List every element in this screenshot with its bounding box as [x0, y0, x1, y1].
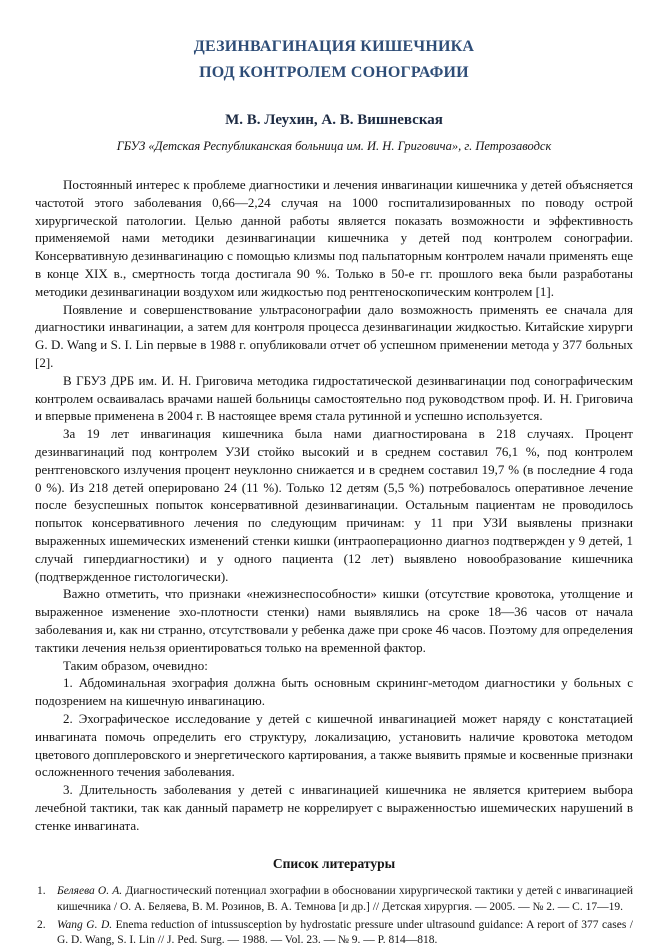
body-paragraph-ultrasound-history: Появление и совершенствование ультрасонографии дало возможность применять ее сначала для диагностики инвагинации, а затем для контроля процесса дезинвагинации жидкостью. Китайские хирурги G. D. Wang и S. I. Lin первые в 1988 г. опубликовали отчет об успешном применении метода у 377 больных [2].	[35, 301, 633, 370]
reference-number: 2.	[37, 918, 46, 931]
reference-text: Диагностический потенциал эхографии в обосновании хирургической тактики у детей с инвагинацией кишечника / О. А. Беляева, В. М. Розинов, В. А. Темнова [и др.] // Детская хирургия. — 2005. — № 2. — С. 17—19.	[57, 885, 633, 914]
body-paragraph-conclusion-3: 3. Длительность заболевания у детей с инвагинацией кишечника не является критерием выбора лечебной тактики, так как данный параметр не коррелирует с выраженностью ишемических нарушений в стенке инвагината.	[35, 782, 633, 833]
reference-text: Enema reduction of intussusception by hydrostatic pressure under ultrasound guidance: A report of 377 cases / G. D. Wang, S. I. Lin // J. Ped. Surg. — 1988. — Vol. 23. — № 9. — P. 814—818.	[57, 918, 633, 947]
references-heading: Список литературы	[272, 856, 396, 872]
body-paragraph-conclusion-1: 1. Абдоминальная эхография должна быть основным скрининг-методом диагностики у больных с подозрением на кишечную инвагинацию.	[35, 675, 633, 709]
reference-lead-author: Беляева О. А.	[57, 885, 123, 898]
body-paragraph-statistics: За 19 лет инвагинация кишечника была нами диагностирована в 218 случаях. Процент дезинвагинаций под контролем УЗИ стойко высокий и в среднем составил 76,1 %, под контролем рентгеновского излучения процент неуклонно снижается и в среднем составил 19,7 % (в последние 4 года 0 %). Из 218 детей оперировано 24 (11 %). Только 12 детям (5,5 %) потребовалось оперативное лечение после безуспешных попыток консервативной дезинвагинации. Остальным пациентам не проводилось попыток консервативного лечения по следующим причинам: у 11 при УЗИ выявлены признаки выраженных ишемических изменений стенки кишки (интраоперационно диагноз подтвержден у 9 детей, 1 случай гипердиагностики) и у одного пациента (12 лет) выявлено новообразование кишечника (подтвержденное гистологически).	[35, 426, 633, 584]
body-paragraph-conclusion-2: 2. Эхографическое исследование у детей с кишечной инвагинацией может наряду с констатацией инвагината помочь определить его структуру, локализацию, установить наличие кровотока методом цветового допплеровского и энергетического картирования, а также выявить прямые и косвенные признаки осложненного течения заболевания.	[35, 710, 633, 780]
affiliation-line: ГБУЗ «Детская Республиканская больница им. И. Н. Григовича», г. Петрозаводск	[116, 139, 552, 153]
body-paragraph-viability-signs: Важно отметить, что признаки «нежизнеспособности» кишки (отсутствие кровотока, утолщение и выраженное изменение эхо-плотности стенки) нами выявлялись на сроке 18—36 часов от начала заболевания и, как ни странно, отсутствовали у ребенка даже при сроке 46 часов. Поэтому для определения тактики лечения нельзя ориентироваться только на временной фактор.	[35, 586, 633, 655]
authors-line: М. В. Леухин, А. В. Вишневская	[225, 112, 443, 128]
body-paragraph-intro: Постоянный интерес к проблеме диагностики и лечения инвагинации кишечника у детей объясняется частотой этого заболевания 0,66—2,24 случая на 1000 госпитализированных по поводу острой хирургической патологии. Целью данной работы является показать возможности и эффективность применяемой нами методики дезинвагинации кишечника у детей под контролем сонографии. Консервативную дезинвагинацию с помощью клизмы под пальпаторным контролем начали применять еще в конце XIX в., смертность тогда достигала 90 %. Только в 50-е гг. прошлого века были разработаны методики дезинвагинации воздухом или жидкостью под рентгеноскопическим контролем [1].	[35, 177, 633, 299]
body-paragraph-hospital-method: В ГБУЗ ДРБ им. И. Н. Григовича методика гидростатической дезинвагинации под сонографическим контролем осваивалась врачами нашей больницы самостоятельно под руководством проф. И. Н. Григовича и впервые применена в 2004 г. В настоящее время стала рутинной и успешно используется.	[35, 372, 633, 424]
reference-lead-author: Wang G. D.	[57, 918, 113, 931]
article-body	[35, 176, 633, 834]
reference-number: 1.	[37, 885, 46, 898]
article-title-line2: ПОД КОНТРОЛЕМ СОНОГРАФИИ	[199, 64, 469, 81]
references-list	[35, 884, 633, 948]
body-paragraph-conclusion-lead: Таким образом, очевидно:	[63, 657, 208, 673]
article-title	[35, 34, 633, 86]
reference-item-1	[35, 884, 633, 915]
article-title-line1: ДЕЗИНВАГИНАЦИЯ КИШЕЧНИКА	[193, 38, 475, 55]
reference-item-2	[35, 918, 633, 949]
